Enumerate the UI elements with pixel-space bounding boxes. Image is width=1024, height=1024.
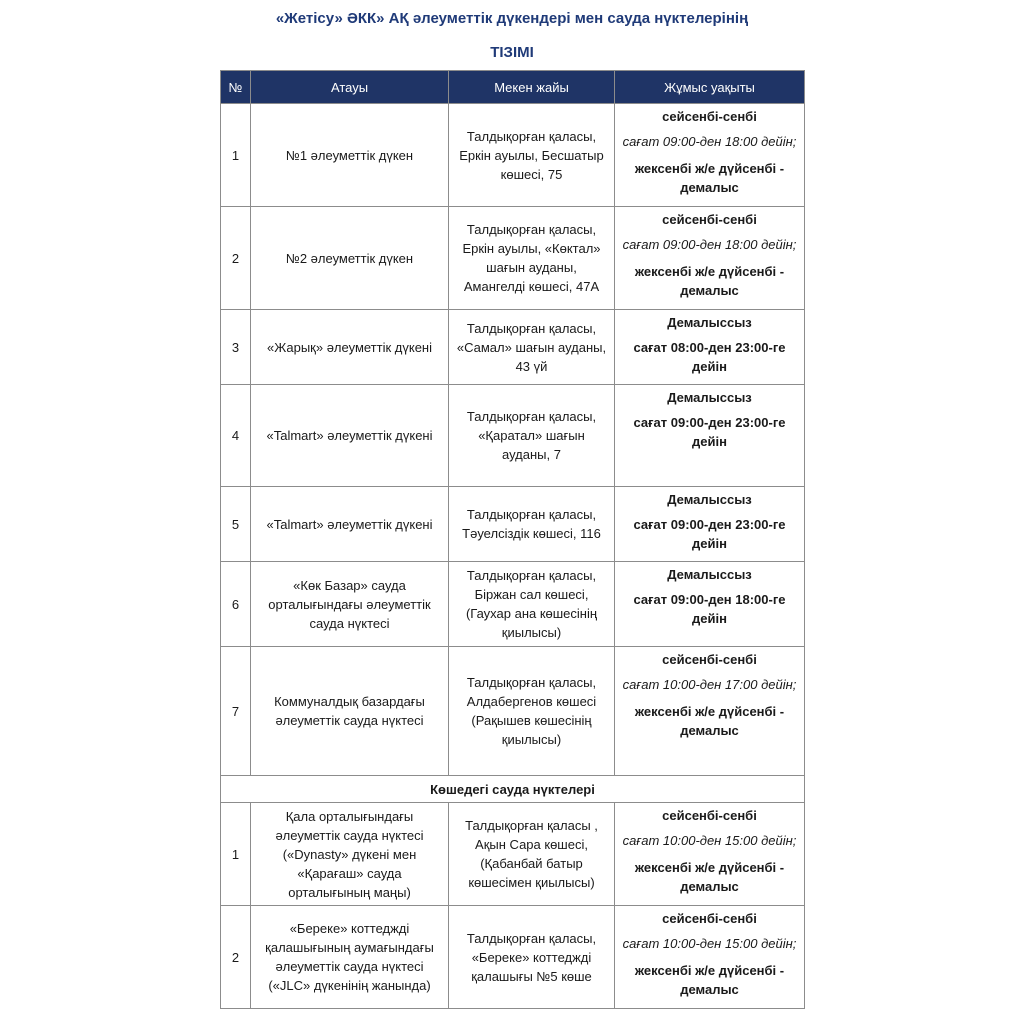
shop-name: «Talmart» әлеуметтік дүкені [251, 487, 449, 562]
shop-hours [615, 647, 805, 776]
row-number: 2 [221, 207, 251, 310]
shop-address: Талдықорған қаласы, Еркін ауылы, Бесшатыр көшесі, 75 [449, 104, 615, 207]
work-days: сейсенбі-сенбі [662, 808, 757, 823]
table-row [221, 207, 805, 310]
shop-address: Талдықорған қаласы, «Самал» шағын ауданы, 43 үй [449, 310, 615, 385]
work-time: сағат 10:00-ден 15:00 дейін; [622, 936, 797, 951]
work-days: Демалыссыз [667, 567, 752, 582]
shop-name: №1 әлеуметтік дүкен [251, 104, 449, 207]
days-off: жексенбі ж/е дүйсенбі - демалыс [634, 860, 785, 894]
shop-address: Талдықорған қаласы, Алдабергенов көшесі (Рақышев көшесінің қиылысы) [449, 647, 615, 776]
header-address: Мекен жайы [449, 71, 615, 104]
table-row [221, 562, 805, 647]
row-number: 1 [221, 803, 251, 906]
days-off: жексенбі ж/е дүйсенбі - демалыс [634, 161, 785, 195]
row-number: 2 [221, 906, 251, 1009]
shop-name: «Береке» коттеджді қалашығының аумағындағы әлеуметтік сауда нүктесі («JLC» дүкенінің жанында) [251, 906, 449, 1009]
shop-address: Талдықорған қаласы , Ақын Сара көшесі, (Қабанбай батыр көшесімен қиылысы) [449, 803, 615, 906]
work-time: сағат 09:00-ден 18:00 дейін; [622, 134, 797, 149]
work-time: сағат 09:00-ден 23:00-ге дейін [633, 415, 786, 449]
table-header-row [221, 71, 805, 104]
shop-hours [615, 207, 805, 310]
shop-name: «Жарық» әлеуметтік дүкені [251, 310, 449, 385]
table-row [221, 647, 805, 776]
shop-name: «Көк Базар» сауда орталығындағы әлеуметтік сауда нүктесі [251, 562, 449, 647]
row-number: 3 [221, 310, 251, 385]
shops-table [220, 70, 805, 1009]
shop-address: Талдықорған қаласы, «Қаратал» шағын ауданы, 7 [449, 385, 615, 487]
shop-name: Коммуналдық базардағы әлеуметтік сауда нүктесі [251, 647, 449, 776]
shop-address: Талдықорған қаласы, «Береке» коттеджді қалашығы №5 көше [449, 906, 615, 1009]
row-number: 4 [221, 385, 251, 487]
work-time: сағат 10:00-ден 15:00 дейін; [622, 833, 797, 848]
table-row [221, 906, 805, 1009]
days-off: жексенбі ж/е дүйсенбі - демалыс [634, 963, 785, 997]
shop-hours [615, 803, 805, 906]
work-days: Демалыссыз [667, 390, 752, 405]
shop-hours [615, 906, 805, 1009]
table-row [221, 385, 805, 487]
work-days: сейсенбі-сенбі [662, 212, 757, 227]
shop-name: «Talmart» әлеуметтік дүкені [251, 385, 449, 487]
row-number: 7 [221, 647, 251, 776]
row-number: 1 [221, 104, 251, 207]
work-time: сағат 08:00-ден 23:00-ге дейін [633, 340, 786, 374]
document-title: «Жетісу» ӘКК» АҚ әлеуметтік дүкендері мен сауда нүктелерінің [275, 10, 749, 27]
section-row [221, 776, 805, 803]
shop-name: №2 әлеуметтік дүкен [251, 207, 449, 310]
work-days: сейсенбі-сенбі [662, 109, 757, 124]
work-days: сейсенбі-сенбі [662, 652, 757, 667]
work-days: Демалыссыз [667, 492, 752, 507]
shop-address: Талдықорған қаласы, Тәуелсіздік көшесі, 116 [449, 487, 615, 562]
shop-hours [615, 562, 805, 647]
section-label: Көшедегі сауда нүктелері [221, 776, 805, 803]
shop-name: Қала орталығындағы әлеуметтік сауда нүктесі («Dynasty» дүкені мен «Қарағаш» сауда орталығының маңы) [251, 803, 449, 906]
row-number: 5 [221, 487, 251, 562]
header-num: № [221, 71, 251, 104]
work-time: сағат 09:00-ден 18:00 дейін; [622, 237, 797, 252]
work-days: Демалыссыз [667, 315, 752, 330]
days-off: жексенбі ж/е дүйсенбі - демалыс [634, 704, 785, 738]
work-days: сейсенбі-сенбі [662, 911, 757, 926]
work-time: сағат 09:00-ден 18:00-ге дейін [633, 592, 786, 626]
shop-hours [615, 310, 805, 385]
header-name: Атауы [251, 71, 449, 104]
shop-hours [615, 104, 805, 207]
table-row [221, 104, 805, 207]
shop-hours [615, 385, 805, 487]
table-row [221, 803, 805, 906]
shop-hours [615, 487, 805, 562]
header-hours: Жұмыс уақыты [615, 71, 805, 104]
shop-address: Талдықорған қаласы, Біржан сал көшесі, (Гаухар ана көшесінің қиылысы) [449, 562, 615, 647]
work-time: сағат 09:00-ден 23:00-ге дейін [633, 517, 786, 551]
days-off: жексенбі ж/е дүйсенбі - демалыс [634, 264, 785, 298]
row-number: 6 [221, 562, 251, 647]
table-row [221, 310, 805, 385]
document-subtitle: ТІЗІМІ [490, 44, 534, 61]
shop-address: Талдықорған қаласы, Еркін ауылы, «Көктал» шағын ауданы, Амангелді көшесі, 47А [449, 207, 615, 310]
table-row [221, 487, 805, 562]
work-time: сағат 10:00-ден 17:00 дейін; [622, 677, 797, 692]
